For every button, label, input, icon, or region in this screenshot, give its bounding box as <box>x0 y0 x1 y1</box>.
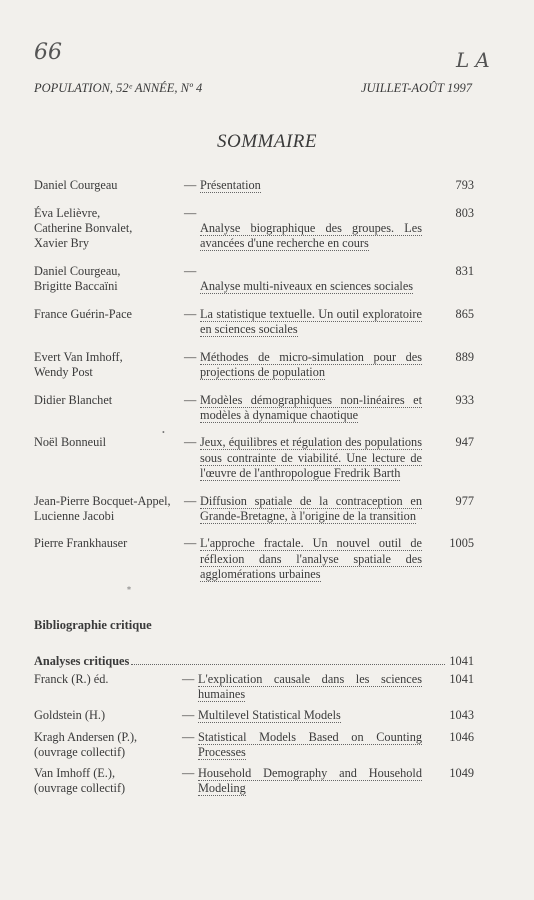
analyses-critiques-row <box>34 654 474 669</box>
speck-mark: ⁎ <box>127 583 131 592</box>
entry-page-number: 831 <box>455 263 474 278</box>
entry-title: Diffusion spatiale de la contraception en Grande-Bretagne, à l'origine de la transition <box>200 493 422 523</box>
speck-mark: • <box>162 428 165 437</box>
entry-dash: — <box>182 729 195 744</box>
entry-page-number: 933 <box>455 392 474 407</box>
entry-title: Multilevel Statistical Models <box>198 708 341 723</box>
entry-title: Modèles démographiques non-linéaires et modèles à dynamique chaotique <box>200 392 422 422</box>
entry-page-number: 1005 <box>449 536 474 551</box>
entry-author: Kragh Andersen (P.), (ouvrage collectif) <box>34 729 138 759</box>
contents-entry <box>34 178 474 193</box>
entry-author: Daniel Courgeau <box>34 178 118 192</box>
entry-dash: — <box>182 672 195 686</box>
issue-date: JUILLET-AOÛT 1997 <box>360 81 472 95</box>
entry-author: Pierre Frankhauser <box>34 536 128 551</box>
page-title: SOMMAIRE <box>216 131 318 152</box>
handwritten-initials: LA <box>456 48 496 72</box>
contents-entry <box>34 264 474 294</box>
entry-author: Goldstein (H.) <box>34 708 106 723</box>
contents-entry <box>34 350 474 380</box>
entry-page-number: 977 <box>455 493 474 508</box>
handwritten-number: 66 <box>34 40 62 65</box>
entry-page-number: 889 <box>455 349 474 364</box>
entry-author: Franck (R.) éd. <box>34 672 109 686</box>
entry-dash: — <box>184 536 197 551</box>
entry-title: Household Demography and Household Modeling <box>198 766 422 796</box>
entry-dash: — <box>184 392 197 407</box>
entry-page-number: 1041 <box>449 672 474 686</box>
entry-title: Présentation <box>200 178 261 192</box>
contents-entry <box>34 206 474 252</box>
entry-author: Didier Blanchet <box>34 392 113 407</box>
entry-author: Daniel Courgeau, Brigitte Baccaïni <box>34 263 121 294</box>
entry-author: Evert Van Imhoff, Wendy Post <box>34 349 123 379</box>
journal-issue: POPULATION, 52ᵉ ANNÉE, Nº 4 <box>34 81 203 95</box>
contents-list <box>34 178 474 595</box>
entry-page-number: 803 <box>455 205 474 220</box>
entry-dash: — <box>184 306 197 321</box>
entry-title: Analyse biographique des groupes. Les avancées d'une recherche en cours <box>200 220 422 251</box>
section-heading: Bibliographie critique <box>34 618 152 632</box>
entry-title: L'approche fractale. Un nouvel outil de réflexion dans l'analyse spatiale des agglomérations urbaines <box>200 536 422 581</box>
entry-author: France Guérin-Pace <box>34 306 132 321</box>
contents-entry <box>34 393 474 423</box>
entry-dash: — <box>184 493 197 508</box>
entry-author: Éva Lelièvre, Catherine Bonvalet, Xavier Bry <box>34 205 133 251</box>
contents-entry <box>34 494 474 524</box>
entry-page-number: 1043 <box>449 708 474 723</box>
entry-author: Noël Bonneuil <box>34 435 107 450</box>
entry-page-number: 793 <box>455 178 474 192</box>
entry-dash: — <box>184 263 197 278</box>
contents-entry <box>34 730 474 760</box>
contents-entry <box>34 766 474 796</box>
entry-title: Jeux, équilibres et régulation des populations sous contrainte de viabilité. Une lecture de l'œuvre de l'anthropologue Fredrik Barth <box>200 435 422 480</box>
entry-title: L'explication causale dans les sciences humaines <box>198 672 422 702</box>
entry-page-number: 865 <box>455 306 474 321</box>
contents-entry <box>34 307 474 337</box>
entry-author: Jean-Pierre Bocquet-Appel, Lucienne Jacobi <box>34 493 171 523</box>
entry-title: Statistical Models Based on Counting Processes <box>198 729 422 759</box>
entry-author: Van Imhoff (E.), (ouvrage collectif) <box>34 766 126 796</box>
entry-dash: — <box>184 178 197 192</box>
entry-page-number: 947 <box>455 435 474 450</box>
entry-title: La statistique textuelle. Un outil exploratoire en sciences sociales <box>200 306 422 336</box>
leader-dots <box>131 654 445 665</box>
entry-dash: — <box>182 708 195 723</box>
entry-dash: — <box>182 766 195 781</box>
contents-entry <box>34 435 474 481</box>
entry-title: Méthodes de micro-simulation pour des projections de population <box>200 349 422 379</box>
contents-entry <box>34 708 474 723</box>
contents-entry <box>34 536 474 582</box>
entry-dash: — <box>184 435 197 450</box>
entry-dash: — <box>184 205 197 220</box>
entry-dash: — <box>184 349 197 364</box>
critiques-list <box>34 672 474 802</box>
entry-title: Analyse multi-niveaux en sciences sociales <box>200 279 414 294</box>
entry-page-number: 1049 <box>449 766 474 781</box>
entry-page-number: 1046 <box>449 729 474 744</box>
contents-entry <box>34 672 474 702</box>
analyses-critiques-page: 1041 <box>449 654 474 668</box>
analyses-critiques-label: Analyses critiques <box>34 654 130 668</box>
